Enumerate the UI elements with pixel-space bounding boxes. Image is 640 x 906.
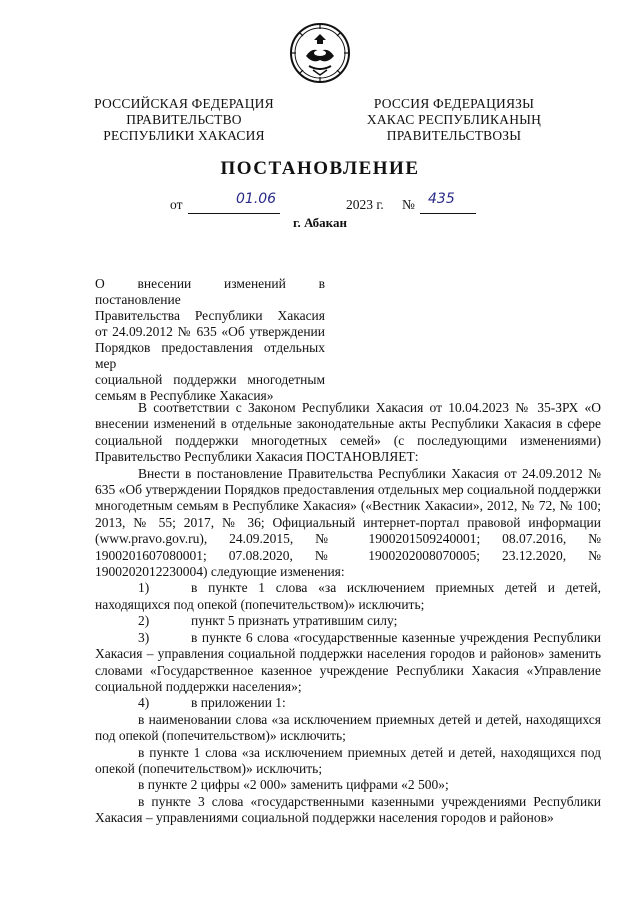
document-body: [95, 400, 601, 827]
date-line: [170, 191, 510, 217]
list-item-number: 3): [138, 629, 150, 645]
list-item-number: 1): [138, 580, 150, 596]
number-label: №: [402, 197, 415, 212]
header-left-line: РЕСПУБЛИКИ ХАКАСИЯ: [103, 128, 265, 143]
header-right-line: ХАКАС РЕСПУБЛИКАНЫҢ: [366, 112, 542, 127]
header-left-line: РОССИЙСКАЯ ФЕДЕРАЦИЯ: [94, 96, 274, 111]
list-item-text: в пункте 6 слова «государственные казенные учреждения Республики Хакасия – управления социальной поддержки населения городов и районов» заменить словами «Государственное казенное учреждение Республики Хакасия «Управление социальной поддержки населения»;: [95, 629, 601, 694]
date-underline: [188, 213, 280, 214]
city-name: г. Абакан: [293, 215, 347, 230]
sub-item-paragraph: в пункте 1 слова «за исключением приемных детей и детей, находящихся под опекой (попечительством)» исключить;: [95, 744, 601, 776]
header-right-line: РОССИЯ ФЕДЕРАЦИЯЗЫ: [373, 96, 535, 111]
subject-line: социальной поддержки многодетным: [95, 372, 325, 387]
year-label: 2023 г.: [346, 197, 384, 212]
number-underline: [420, 213, 476, 214]
date-handwritten: 01.06: [236, 191, 277, 207]
body-paragraph-preamble: В соответствии с Законом Республики Хакасия от 10.04.2023 № 35-ЗРХ «О внесении изменений в отдельные законодательные акты Республики Хакасия в сфере социальной поддержки многодетных семей» (с последующими изменениями) Правительство Республики Хакасия ПОСТАНОВЛЯЕТ:: [95, 400, 601, 465]
list-item-number: 4): [138, 695, 150, 711]
list-item: [95, 695, 601, 711]
subject-line: от 24.09.2012 № 635 «Об утверждении: [95, 324, 325, 339]
number-handwritten: 435: [428, 191, 455, 207]
list-item-text: в приложении 1:: [191, 695, 286, 711]
subject-block: [95, 276, 325, 404]
body-paragraph-main: Внести в постановление Правительства Республики Хакасия от 24.09.2012 № 635 «Об утверждении Порядков предоставления отдельных мер социальной поддержки многодетным семьям в Республике Хакасия» («Вестник Хакасии», 2012, № 72, № 100; 2013, № 55; 2017, № 36; Официальный интернет-портал правовой информации (www.pravo.gov.ru), 24.09.2015, № 1900201509240001; 08.07.2016, № 1900201607080001; 07.08.2020, № 1900202008070005; 23.12.2020, № 1900202012230004) следующие изменения:: [95, 465, 601, 580]
sub-item-paragraph: в пункте 3 слова «государственными казенными учреждениями Республики Хакасия – управлениями социальной поддержки населения городов и районов»: [95, 793, 601, 826]
list-item: [95, 580, 601, 613]
document-title: ПОСТАНОВЛЕНИЕ: [220, 158, 420, 179]
sub-item-paragraph: в наименовании слова «за исключением приемных детей и детей, находящихся под опекой (попечительством)» исключить;: [95, 711, 601, 744]
header-left-block: [64, 96, 304, 144]
subject-line: О внесении изменений в постановление: [95, 276, 325, 307]
list-item: [95, 613, 601, 629]
header-right-line: ПРАВИТЕЛЬСТВОЗЫ: [386, 128, 522, 143]
list-item-text: в пункте 1 слова «за исключением приемных детей и детей, находящихся под опекой (попечительством)» исключить;: [95, 580, 601, 612]
subject-line: Правительства Республики Хакасия: [95, 308, 325, 323]
subject-line: Порядков предоставления отдельных мер: [95, 340, 325, 371]
date-from-label: от: [170, 197, 183, 212]
coat-of-arms-emblem: [289, 22, 351, 84]
header-left-line: ПРАВИТЕЛЬСТВО: [126, 112, 242, 127]
subject-line: семьям в Республике Хакасия»: [95, 388, 274, 403]
list-item: [95, 630, 601, 696]
list-item-number: 2): [138, 613, 150, 629]
sub-item-paragraph: в пункте 2 цифры «2 000» заменить цифрами «2 500»;: [138, 777, 449, 793]
header-right-block: [334, 96, 574, 144]
list-item-text: пункт 5 признать утратившим силу;: [191, 613, 398, 629]
